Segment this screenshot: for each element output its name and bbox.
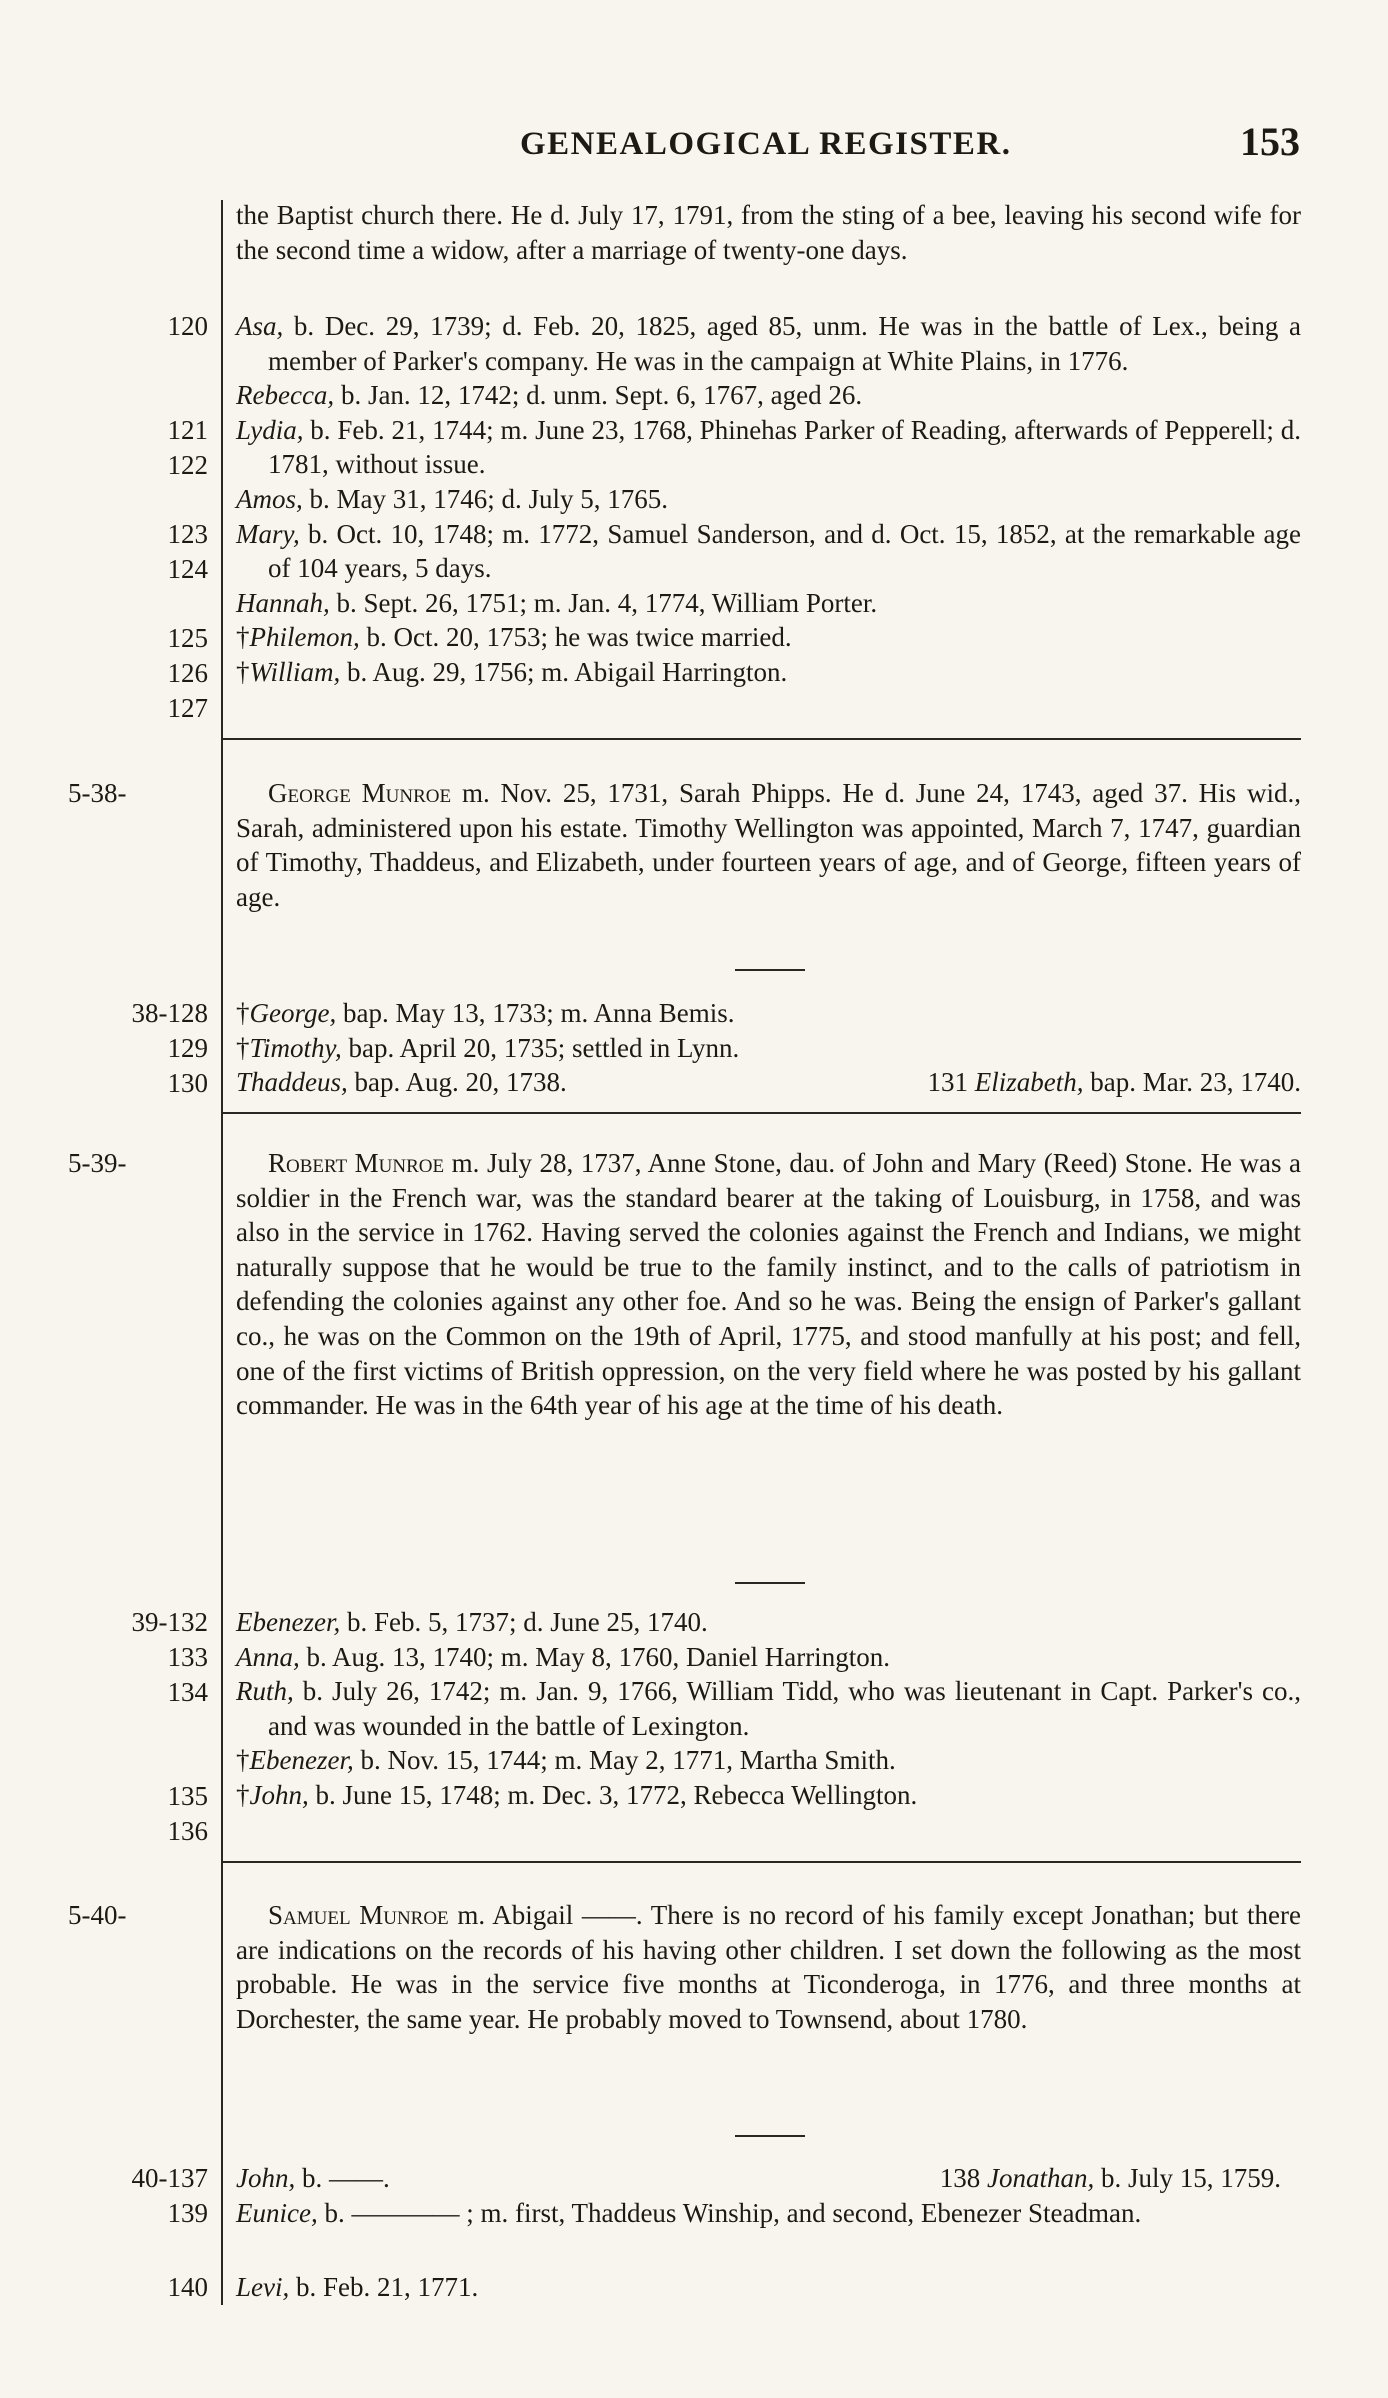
child-entry-pair: John, b. ——. 138 Jonathan, b. July 15, 1759. — [236, 2163, 1281, 2193]
dagger-mark: † — [236, 1779, 250, 1810]
child-entry: Levi, b. Feb. 21, 1771. — [236, 2272, 479, 2302]
page-number: 153 — [1240, 119, 1300, 164]
running-head: GENEALOGICAL REGISTER. — [520, 126, 1012, 162]
section-paragraph-40: Samuel Munroe m. Abigail ——. There is no record of his family except Jonathan; but there are indications on the records of his having other children. I set down the following as the most probable. He was in the service five months at Ticonderoga, in 1776, and three months at Dorchester, the same year. He probably moved to Townsend, about 1780. — [236, 1900, 1302, 2034]
child-entry: †John, b. June 15, 1748; m. Dec. 3, 1772, Rebecca Wellington. — [236, 1779, 918, 1810]
page-header — [470, 112, 1300, 172]
entry-number: 136 — [167, 1816, 208, 1846]
child-entry: Hannah, b. Sept. 26, 1751; m. Jan. 4, 1774, William Porter. — [236, 587, 878, 618]
child-entry: †Ebenezer, b. Nov. 15, 1744; m. May 2, 1771, Martha Smith. — [236, 1745, 896, 1776]
entry-number: 130 — [167, 1068, 208, 1098]
children-list-3 — [236, 1605, 1301, 1813]
children-list-2 — [236, 996, 1301, 1100]
child-entry: Amos, b. May 31, 1746; d. July 5, 1765. — [236, 483, 669, 514]
dagger-mark: † — [236, 656, 250, 687]
person-name: George Munroe — [268, 778, 452, 808]
entry-number: 135 — [167, 1781, 208, 1811]
short-rule — [735, 1582, 805, 1584]
entry-number: 120 — [167, 311, 208, 341]
child-entry: Ruth, b. July 26, 1742; m. Jan. 9, 1766, William Tidd, who was lieutenant in Capt. Parker's co., and was wounded in the battle of Lexington. — [236, 1676, 1301, 1741]
section-ref: 5-39- — [68, 1148, 127, 1178]
short-rule — [735, 2135, 805, 2137]
entry-number: 123 — [167, 519, 208, 549]
child-entry: Ebenezer, b. Feb. 5, 1737; d. June 25, 1740. — [236, 1607, 708, 1637]
child-entry: Lydia, b. Feb. 21, 1744; m. June 23, 1768, Phinehas Parker of Reading, afterwards of Pepperell; d. 1781, without issue. — [236, 414, 1301, 480]
child-entry: Rebecca, b. Jan. 12, 1742; d. unm. Sept. 6, 1767, aged 26. — [236, 380, 863, 411]
entry-number: 124 — [167, 554, 208, 584]
person-name: Samuel Munroe — [268, 1900, 449, 1930]
entry-number: 40-137 — [131, 2163, 208, 2193]
entry-number: 129 — [167, 1033, 208, 1063]
section-ref: 5-40- — [68, 1900, 127, 1930]
section-paragraph-39: Robert Munroe m. July 28, 1737, Anne Stone, dau. of John and Mary (Reed) Stone. He was a soldier in the French war, was the standard bearer at the taking of Louisburg, in 1758, and was also in the service in 1762. Having served the colonies against the French and Indians, we might naturally suppose that he would be true to the family instinct, and to the calls of patriotism in defending the colonies against any other foe. And so he was. Being the ensign of Parker's gallant co., he was on the Common on the 19th of April, 1775, and stood manfully at his post; and fell, one of the first victims of British oppression, on the very field where he was posted by his gallant commander. He was in the 64th year of his age at the time of his death. — [236, 1148, 1301, 1421]
entry-number: 126 — [167, 658, 208, 688]
dagger-mark: † — [236, 1032, 250, 1063]
entry-number: 38-128 — [131, 998, 208, 1028]
child-entry: Anna, b. Aug. 13, 1740; m. May 8, 1760, Daniel Harrington. — [236, 1641, 890, 1672]
entry-number: 121 — [167, 415, 208, 445]
person-name: Robert Munroe — [268, 1148, 445, 1178]
children-list-4-last — [236, 2270, 1301, 2305]
entry-number: 122 — [167, 450, 208, 480]
section-rule — [221, 1861, 1301, 1863]
section-ref: 5-38- — [68, 778, 127, 808]
entry-number: 125 — [167, 623, 208, 653]
section-rule — [221, 738, 1301, 740]
entry-number: 140 — [167, 2272, 208, 2302]
child-entry: †Timothy, bap. April 20, 1735; settled in Lynn. — [236, 1032, 740, 1063]
child-entry: †William, b. Aug. 29, 1756; m. Abigail Harrington. — [236, 656, 788, 687]
entry-number: 127 — [167, 693, 208, 723]
child-entry: Eunice, b. ———— ; m. first, Thaddeus Winship, and second, Ebenezer Steadman. — [236, 2197, 1142, 2228]
child-entry-pair: Thaddeus, bap. Aug. 20, 1738. 131 Elizabeth, bap. Mar. 23, 1740. — [236, 1067, 1301, 1098]
child-entry: Mary, b. Oct. 10, 1748; m. 1772, Samuel Sanderson, and d. Oct. 15, 1852, at the remarkable age of 104 years, 5 days. — [236, 518, 1301, 584]
dagger-mark: † — [236, 622, 250, 653]
child-entry: †George, bap. May 13, 1733; m. Anna Bemis. — [236, 998, 735, 1028]
entry-number: 133 — [167, 1642, 208, 1672]
entry-number: 134 — [167, 1677, 208, 1707]
short-rule — [735, 969, 805, 971]
child-entry: Asa, b. Dec. 29, 1739; d. Feb. 20, 1825, aged 85, unm. He was in the battle of Lex., being a member of Parker's company. He was in the campaign at White Plains, in 1776. — [236, 311, 1301, 376]
continuation-paragraph — [236, 198, 1301, 267]
entry-number: 39-132 — [131, 1607, 208, 1637]
dagger-mark: † — [236, 998, 250, 1028]
dagger-mark: † — [236, 1745, 250, 1776]
margin-rule — [221, 200, 223, 2305]
children-list-1 — [236, 309, 1301, 690]
continuation-text: the Baptist church there. He d. July 17, 1791, from the sting of a bee, leaving his second wife for the second time a widow, after a marriage of twenty-one days. — [236, 200, 1301, 265]
entry-number: 139 — [167, 2198, 208, 2228]
section-paragraph-38: George Munroe m. Nov. 25, 1731, Sarah Phipps. He d. June 24, 1743, aged 37. His wid., Sarah, administered upon his estate. Timothy Wellington was appointed, March 7, 1747, guardian of Timothy, Thaddeus, and Elizabeth, under fourteen years of age, and of George, fifteen years of age. — [236, 778, 1301, 912]
section-rule — [221, 1112, 1301, 1114]
children-list-4 — [236, 2161, 1301, 2230]
child-entry: †Philemon, b. Oct. 20, 1753; he was twice married. — [236, 622, 792, 653]
